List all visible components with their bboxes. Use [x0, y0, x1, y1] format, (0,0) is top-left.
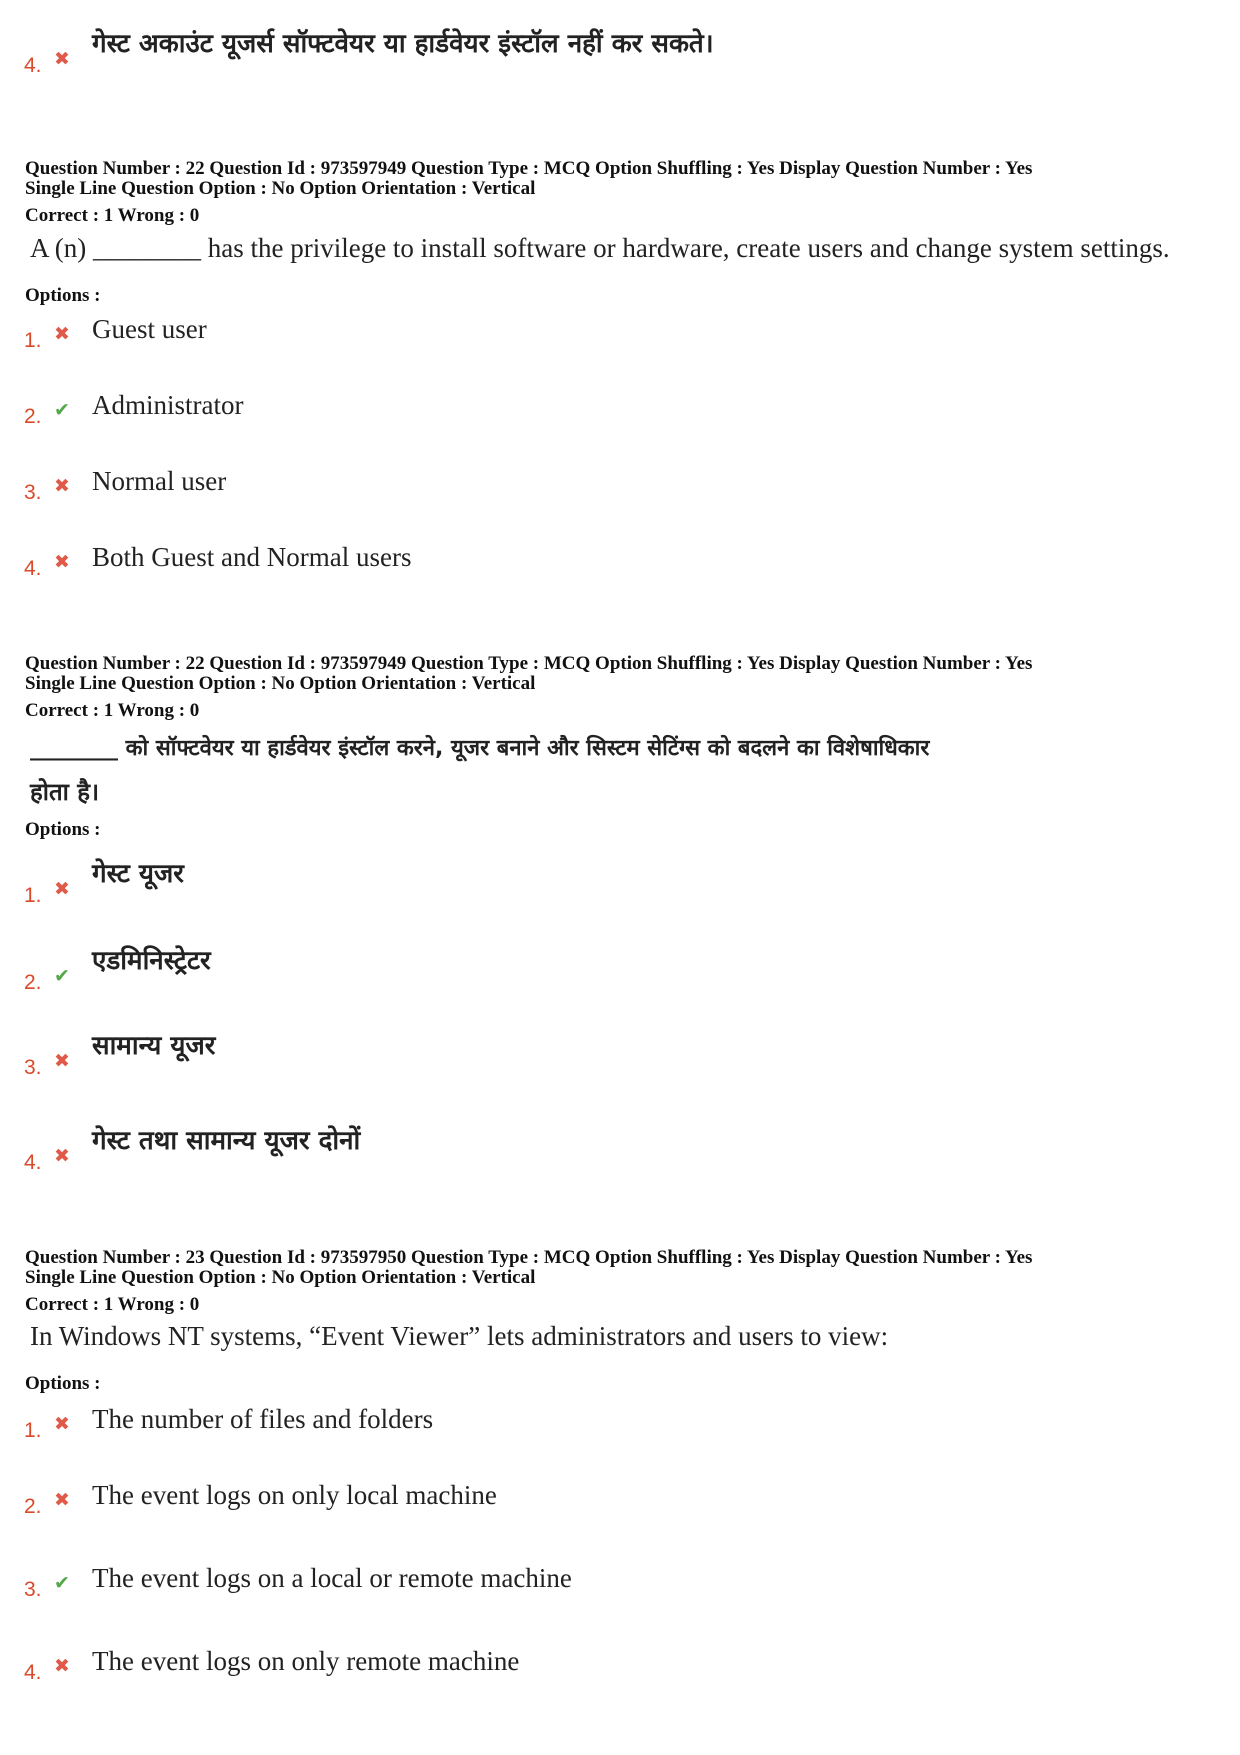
question-marks: Correct : 1 Wrong : 0 [25, 205, 200, 226]
option-2 [24, 389, 1204, 431]
question-marks: Correct : 1 Wrong : 0 [25, 1294, 200, 1315]
option-2 [24, 946, 1204, 997]
question-meta-line2: Single Line Question Option : No Option Orientation : Vertical [25, 1267, 536, 1288]
option-text: Guest user [92, 314, 207, 344]
check-icon: ✔ [54, 965, 70, 987]
option-number: 2. [24, 1495, 42, 1518]
option-text: एडमिनिस्ट्रेटर [92, 946, 211, 976]
option-number: 1. [24, 884, 42, 907]
option-4 [24, 1126, 1204, 1177]
option-2 [24, 1479, 1204, 1521]
cross-icon: ✖ [54, 1145, 70, 1167]
option-3 [24, 465, 1204, 507]
option-text: The number of files and folders [92, 1404, 434, 1434]
question-meta-line2: Single Line Question Option : No Option Orientation : Vertical [25, 178, 536, 199]
option-text: गेस्ट अकाउंट यूजर्स सॉफ्टवेयर या हार्डवेयर इंस्टॉल नहीं कर सकते। [92, 29, 714, 59]
option-number: 4. [24, 54, 42, 77]
option-1 [24, 313, 1204, 355]
option-text: Normal user [92, 466, 227, 496]
question-text: A (n) ________ has the privilege to install software or hardware, create users and change system settings. [30, 233, 1170, 263]
option-number: 1. [24, 1419, 42, 1442]
option-text: The event logs on only local machine [92, 1480, 497, 1510]
option-text: गेस्ट तथा सामान्य यूजर दोनों [92, 1126, 361, 1156]
cross-icon: ✖ [54, 1489, 70, 1511]
question-meta-line1: Question Number : 22 Question Id : 973597949 Question Type : MCQ Option Shuffling : Yes Display Question Number : Yes [25, 653, 1033, 674]
option-number: 4. [24, 557, 42, 580]
option-number: 1. [24, 329, 42, 352]
cross-icon: ✖ [54, 1655, 70, 1677]
question-text: ________ को सॉफ्टवेयर या हार्डवेयर इंस्टॉल करने, यूजर बनाने और सिस्टम सेटिंग्स को बदलने का विशेषाधिकार [30, 736, 930, 761]
option-text: Administrator [92, 390, 244, 420]
option-number: 3. [24, 1056, 42, 1079]
option-1 [24, 859, 1204, 910]
option-4 [24, 1645, 1204, 1687]
option-text: Both Guest and Normal users [92, 542, 412, 572]
option-number: 2. [24, 971, 42, 994]
options-label: Options : [25, 819, 101, 840]
option-number: 2. [24, 405, 42, 428]
cross-icon: ✖ [54, 475, 70, 497]
cross-icon: ✖ [54, 1413, 70, 1435]
option-text: गेस्ट यूजर [92, 859, 184, 889]
question-meta-line1: Question Number : 23 Question Id : 973597950 Question Type : MCQ Option Shuffling : Yes Display Question Number : Yes [25, 1247, 1033, 1268]
option-number: 3. [24, 481, 42, 504]
options-label: Options : [25, 285, 101, 306]
check-icon: ✔ [54, 399, 70, 421]
cross-icon: ✖ [54, 1050, 70, 1072]
question-text: In Windows NT systems, “Event Viewer” lets administrators and users to view: [30, 1321, 889, 1351]
question-meta-line1: Question Number : 22 Question Id : 973597949 Question Type : MCQ Option Shuffling : Yes Display Question Number : Yes [25, 158, 1033, 179]
option-3 [24, 1562, 1204, 1604]
option-text: सामान्य यूजर [92, 1031, 216, 1061]
option-text: The event logs on only remote machine [92, 1646, 520, 1676]
check-icon: ✔ [54, 1572, 70, 1594]
option-number: 3. [24, 1578, 42, 1601]
cross-icon: ✖ [54, 323, 70, 345]
options-label: Options : [25, 1373, 101, 1394]
option-text: The event logs on a local or remote machine [92, 1563, 572, 1593]
question-text-line2: होता है। [30, 778, 100, 806]
question-marks: Correct : 1 Wrong : 0 [25, 700, 200, 721]
cross-icon: ✖ [54, 551, 70, 573]
option-number: 4. [24, 1151, 42, 1174]
option-carryover [24, 29, 1204, 80]
option-number: 4. [24, 1661, 42, 1684]
question-meta-line2: Single Line Question Option : No Option Orientation : Vertical [25, 673, 536, 694]
option-3 [24, 1031, 1204, 1082]
option-4 [24, 541, 1204, 583]
option-1 [24, 1403, 1204, 1445]
cross-icon: ✖ [54, 878, 70, 900]
cross-icon: ✖ [54, 48, 70, 70]
